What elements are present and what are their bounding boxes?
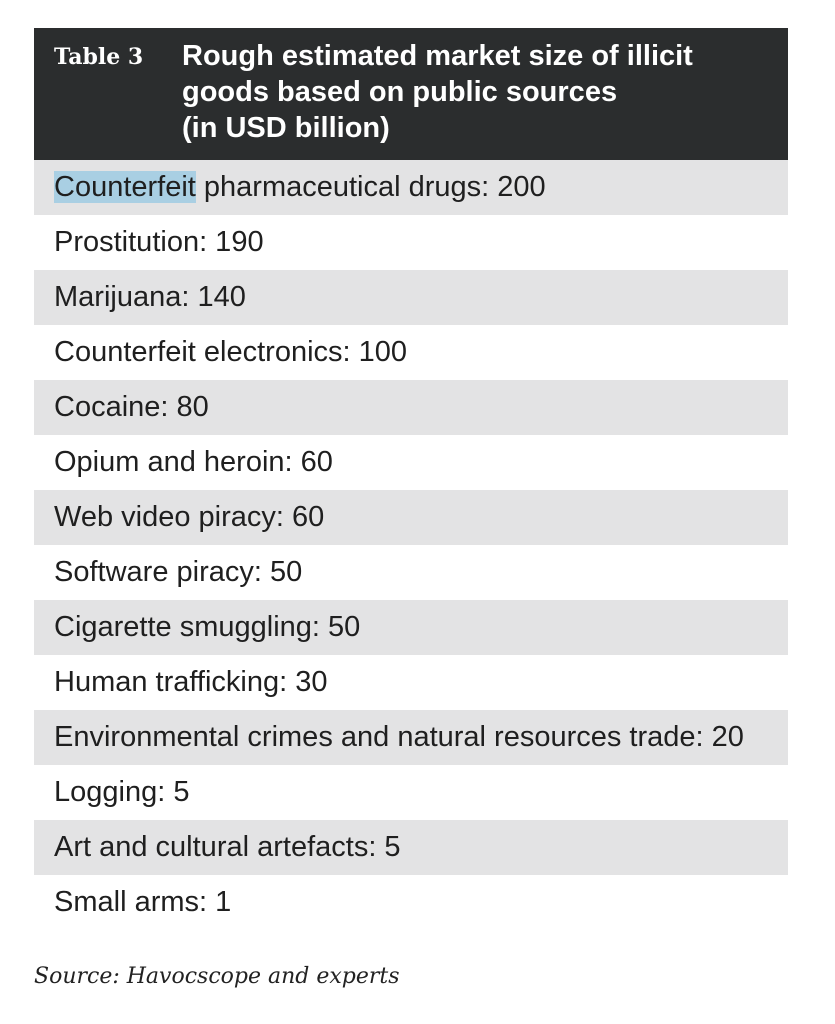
table-row <box>34 325 788 380</box>
market-size-table <box>34 28 788 930</box>
table-row-text <box>54 160 546 215</box>
table-row <box>34 655 788 710</box>
table-row-rest-text: pharmaceutical drugs: 200 <box>195 171 546 203</box>
table-body <box>34 160 788 930</box>
table-row <box>34 490 788 545</box>
table-title-line-1: Rough estimated market size of illicit <box>182 40 693 72</box>
table-title-line-3: (in USD billion) <box>182 112 390 144</box>
table-row <box>34 765 788 820</box>
table-row <box>34 215 788 270</box>
table-row-text: Cigarette smuggling: 50 <box>54 611 361 643</box>
table-row-text: Environmental crimes and natural resources trade: 20 <box>54 721 744 753</box>
table-row-text: Opium and heroin: 60 <box>54 446 333 478</box>
table-row-text: Art and cultural artefacts: 5 <box>54 831 401 863</box>
table-row-text: Cocaine: 80 <box>54 391 209 423</box>
table-number: Table 3 <box>54 44 144 70</box>
table-row-text: Logging: 5 <box>54 776 190 808</box>
table-row-text: Small arms: 1 <box>54 886 232 918</box>
table-row-text: Prostitution: 190 <box>54 226 264 258</box>
table-header <box>34 28 788 160</box>
table-title-line-2: goods based on public sources <box>182 76 618 108</box>
table-row-text: Marijuana: 140 <box>54 281 246 313</box>
table-row <box>34 435 788 490</box>
table-row <box>34 600 788 655</box>
table-row <box>34 875 788 930</box>
table-row-text: Web video piracy: 60 <box>54 501 325 533</box>
table-row-text: Counterfeit electronics: 100 <box>54 336 408 368</box>
table-row <box>34 710 788 765</box>
selected-text-highlight[interactable]: Counterfeit <box>54 171 196 203</box>
table-row <box>34 380 788 435</box>
table-row-text: Human trafficking: 30 <box>54 666 328 698</box>
table-title <box>182 38 772 146</box>
table-row <box>34 270 788 325</box>
table-row <box>34 820 788 875</box>
table-row <box>34 545 788 600</box>
source-caption: Source: Havocscope and experts <box>34 964 400 989</box>
table-row-text: Software piracy: 50 <box>54 556 303 588</box>
table-row <box>34 160 788 215</box>
